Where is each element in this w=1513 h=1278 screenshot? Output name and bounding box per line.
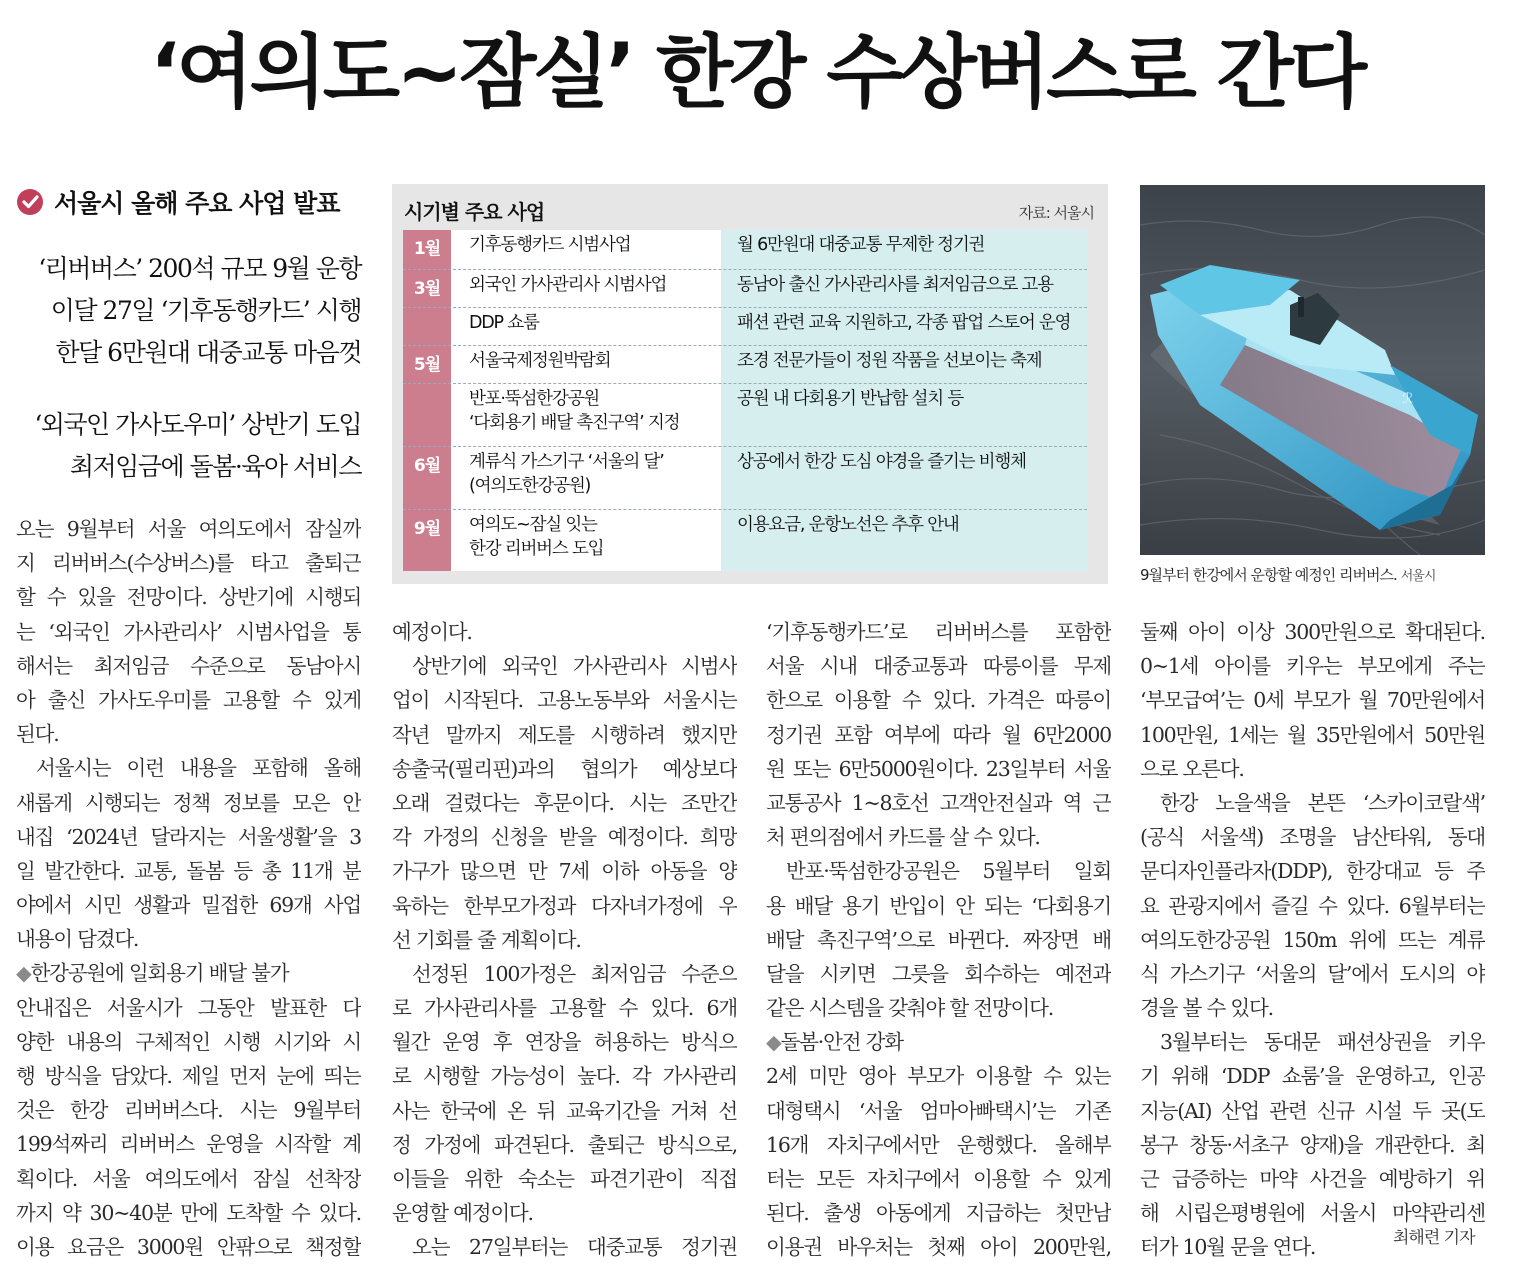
table-desc: 이용요금, 운항노선은 추후 안내 <box>737 515 959 535</box>
table-desc: 상공에서 한강 도심 야경을 즐기는 비행체 <box>737 452 1026 472</box>
body-line: 운영할 예정이다. <box>392 1201 533 1226</box>
table-project: 여의도~잠실 잇는 한강 리버버스 도입 <box>469 515 604 559</box>
table-project: 기후동행카드 시범사업 <box>469 235 631 255</box>
body-line: 처 편의점에서 카드를 살 수 있다. <box>766 825 1040 850</box>
body-line: 오는 27일부터는 대중교통 정기권 <box>412 1235 737 1260</box>
body-line: 송출국(필리핀)과의 협의가 예상보다 <box>392 756 737 781</box>
body-line: 로 시행할 가능성이 높다. 각 가사관리 <box>392 1064 737 1089</box>
body-column-4 <box>1140 615 1485 1265</box>
body-line: 까지 약 30~40분 만에 도착할 수 있다. <box>16 1200 361 1225</box>
svg-text:ℛ: ℛ <box>1402 391 1414 407</box>
body-line: 식 가스기구 ‘서울의 달’에서 도시의 야 <box>1140 961 1485 986</box>
caption-credit: 서울시 <box>1400 569 1436 584</box>
body-line: 여의도한강공원 150m 위에 뜨는 계류 <box>1140 927 1485 952</box>
table-desc: 패션 관련 교육 지원하고, 각종 팝업 스토어 운영 <box>737 313 1071 333</box>
body-line: 이용 요금은 3000원 안팎으로 책정할 <box>16 1234 361 1259</box>
body-line: ‘부모급여’는 0세 부모가 월 70만원에서 <box>1140 688 1485 713</box>
table-month: 1월 <box>413 239 441 259</box>
table-project: 계류식 가스기구 ‘서울의 달’ (여의도한강공원) <box>469 452 664 496</box>
table-month: 9월 <box>413 519 441 539</box>
body-line: 해 시립은평병원에 서울시 마약관리센 <box>1140 1201 1485 1226</box>
diamond-icon: ◆ <box>16 961 31 986</box>
table-desc: 조경 전문가들이 정원 작품을 선보이는 축제 <box>737 351 1042 371</box>
table-row <box>403 447 1087 510</box>
table-row <box>403 510 1087 571</box>
body-line: 터가 10월 문을 연다. <box>1140 1235 1316 1260</box>
deck-2 <box>16 404 361 488</box>
body-line: 서울 시내 대중교통과 따릉이를 무제 <box>766 654 1111 679</box>
body-line: 획이다. 서울 여의도에서 잠실 선착장 <box>16 1166 361 1191</box>
body-line: (공식 서울색) 조명을 남산타워, 동대 <box>1140 825 1485 850</box>
body-line: 일 발간한다. 교통, 돌봄 등 총 11개 분 <box>16 858 361 883</box>
body-line: 오래 걸렸다는 후문이다. 시는 조만간 <box>392 790 737 815</box>
section-subhead: ◆돌봄·안전 강화 <box>766 1030 903 1055</box>
diamond-icon: ◆ <box>766 1030 781 1055</box>
table-month: 3월 <box>413 279 441 299</box>
body-line: 월간 운영 후 연장을 허용하는 방식으 <box>392 1030 737 1055</box>
body-line: 새롭게 시행되는 정책 정보를 모은 안 <box>16 790 361 815</box>
deck-line: 한달 6만원대 대중교통 마음껏 <box>55 338 361 367</box>
body-line: 둘째 아이 이상 300만원으로 확대된다. <box>1140 620 1485 644</box>
body-line: 내집 ‘2024년 달라지는 서울생활’을 3 <box>16 824 361 849</box>
table-source: 자료: 서울시 <box>1018 204 1094 222</box>
body-line: 정 가정에 파견된다. 출퇴근 방식으로, <box>392 1132 737 1157</box>
body-line: 오는 9월부터 서울 여의도에서 잠실까 <box>16 517 361 541</box>
table-desc: 공원 내 다회용기 반납함 설치 등 <box>737 389 963 409</box>
body-line: 로 가사관리사를 고용할 수 있다. 6개 <box>392 996 737 1021</box>
body-line: 내용이 담겼다. <box>16 927 139 952</box>
body-line: 야에서 시민 생활과 밀접한 69개 사업 <box>16 893 361 918</box>
body-line: 16개 자치구에서만 운행했다. 올해부 <box>766 1132 1111 1157</box>
table-row <box>403 270 1087 308</box>
table-project: 서울국제정원박람회 <box>469 351 611 371</box>
schedule-table <box>392 184 1108 584</box>
body-line: 근 급증하는 마약 사건을 예방하기 위 <box>1140 1167 1485 1191</box>
body-line: 으로 오른다. <box>1140 756 1244 781</box>
table-title: 시기별 주요 사업 <box>404 200 545 224</box>
table-month: 6월 <box>413 456 441 476</box>
body-line: 달을 시키면 그릇을 회수하는 예전과 <box>766 961 1111 986</box>
body-line: 가구가 많으면 만 7세 이하 아동을 양 <box>392 859 737 884</box>
table-row <box>403 346 1087 384</box>
check-badge-icon <box>16 188 44 216</box>
body-line: 지 리버버스(수상버스)를 타고 출퇴근 <box>16 551 361 576</box>
table-month: 5월 <box>413 355 441 375</box>
body-line: 상반기에 외국인 가사관리사 시범사 <box>412 654 737 679</box>
body-line: 서울시는 이런 내용을 포함해 올해 <box>36 756 361 781</box>
table-row <box>403 308 1087 346</box>
caption-text: 9월부터 한강에서 운항할 예정인 리버버스. <box>1140 566 1397 584</box>
body-line: 지능(AI) 산업 관련 신규 시설 두 곳(도 <box>1140 1098 1485 1123</box>
body-column-3 <box>766 615 1111 1265</box>
kicker <box>16 182 361 222</box>
river-bus-illustration <box>1140 185 1485 555</box>
body-line: 행 방식을 담았다. 제일 먼저 눈에 띄는 <box>16 1064 361 1088</box>
body-line: 예정이다. <box>392 620 472 644</box>
deck-line: ‘리버버스’ 200석 규모 9월 운항 <box>38 254 361 283</box>
kicker-text: 서울시 올해 주요 사업 발표 <box>54 189 340 218</box>
body-line: 양한 내용의 구체적인 시행 시기와 시 <box>16 1029 361 1054</box>
section-subhead: ◆한강공원에 일회용기 배달 불가 <box>16 961 289 986</box>
body-line: 3월부터는 동대문 패션상권을 키우 <box>1160 1030 1485 1055</box>
body-line: 대형택시 ‘서울 엄마아빠택시’는 기존 <box>766 1098 1111 1123</box>
body-line: 반포·뚝섬한강공원은 5월부터 일회 <box>786 859 1111 884</box>
table-project: 외국인 가사관리사 시범사업 <box>469 275 667 295</box>
body-line: 업이 시작된다. 고용노동부와 서울시는 <box>392 688 737 713</box>
body-line: 199석짜리 리버버스 운영을 시작할 계 <box>16 1132 361 1157</box>
body-line: 작년 말까지 제도를 시행하려 했지만 <box>392 722 737 747</box>
body-line: 문디자인플라자(DDP), 한강대교 등 주 <box>1140 859 1485 884</box>
body-line: 100만원, 1세는 월 35만원에서 50만원 <box>1140 722 1485 747</box>
body-line: 는 ‘외국인 가사관리사’ 시범사업을 통 <box>16 619 361 644</box>
body-line: 같은 시스템을 갖춰야 할 전망이다. <box>766 996 1054 1021</box>
body-line: 것은 한강 리버버스다. 시는 9월부터 <box>16 1098 361 1123</box>
photo-caption <box>1140 564 1485 585</box>
body-line: 경을 볼 수 있다. <box>1140 996 1273 1021</box>
body-line: 2세 미만 영아 부모가 이용할 수 있는 <box>766 1064 1111 1089</box>
body-line: 한으로 이용할 수 있다. 가격은 따릉이 <box>766 688 1111 713</box>
body-line: 봉구 창동·서초구 양재)을 개관한다. 최 <box>1140 1132 1485 1157</box>
body-line: 한강 노을색을 본뜬 ‘스카이코랄색’ <box>1160 790 1485 815</box>
deck-1 <box>16 248 361 374</box>
body-line: 된다. <box>16 722 59 747</box>
table-desc: 월 6만원대 대중교통 무제한 정기권 <box>737 235 985 255</box>
deck-line: 최저임금에 돌봄·육아 서비스 <box>69 452 361 481</box>
body-line: 아 출신 가사도우미를 고용할 수 있게 <box>16 687 361 712</box>
body-line: 선정된 100가정은 최저임금 수준으 <box>412 961 737 986</box>
deck-line: 이달 27일 ‘기후동행카드’ 시행 <box>50 296 361 325</box>
table-body <box>403 230 1087 571</box>
body-line: 교통공사 1~8호선 고객안전실과 역 근 <box>766 790 1111 815</box>
body-line: 된다. 출생 아동에게 지급하는 첫만남 <box>766 1201 1111 1226</box>
body-line: 기 위해 ‘DDP 쇼룸’을 운영하고, 인공 <box>1140 1064 1485 1089</box>
headline: ‘여의도~잠실’ 한강 수상버스로 간다 <box>149 26 1364 119</box>
body-line: 육하는 한부모가정과 다자녀가정에 우 <box>392 893 737 918</box>
body-line: ‘기후동행카드’로 리버버스를 포함한 <box>766 620 1111 644</box>
body-column-1 <box>16 512 361 1264</box>
body-line: 선 기회를 줄 계획이다. <box>392 927 581 952</box>
body-line: 할 수 있을 전망이다. 상반기에 시행되 <box>16 585 361 610</box>
body-line: 원 또는 6만5000원이다. 23일부터 서울 <box>766 756 1111 781</box>
byline: 최해련 기자 <box>1393 1228 1475 1248</box>
body-line: 이용권 바우처는 첫째 아이 200만원, <box>766 1235 1111 1260</box>
body-line: 각 가정의 신청을 받을 예정이다. 희망 <box>392 825 737 850</box>
body-line: 사는 한국에 온 뒤 교육기간을 거쳐 선 <box>392 1098 737 1123</box>
body-line: 용 배달 용기 반입이 안 되는 ‘다회용기 <box>766 893 1111 918</box>
body-line: 해서는 최저임금 수준으로 동남아시 <box>16 653 361 678</box>
deck-line: ‘외국인 가사도우미’ 상반기 도입 <box>34 410 361 439</box>
body-line: 요 관광지에서 즐길 수 있다. 6월부터는 <box>1140 893 1485 918</box>
body-line: 이들을 위한 숙소는 파견기관이 직접 <box>392 1167 737 1191</box>
body-line: 안내집은 서울시가 그동안 발표한 다 <box>16 995 361 1020</box>
river-bus-photo <box>1140 185 1485 555</box>
table-project: DDP 쇼룸 <box>469 313 539 333</box>
table-row <box>403 230 1087 270</box>
body-line: 배달 촉진구역’으로 바뀐다. 짜장면 배 <box>766 927 1111 952</box>
body-line: 터는 모든 자치구에서 이용할 수 있게 <box>766 1167 1111 1191</box>
body-column-2 <box>392 615 737 1265</box>
body-line: 0~1세 아이를 키우는 부모에게 주는 <box>1140 654 1485 679</box>
body-line: 정기권 포함 여부에 따라 월 6만2000 <box>766 722 1111 747</box>
table-project: 반포·뚝섬한강공원 ‘다회용기 배달 촉진구역’ 지정 <box>469 389 680 433</box>
table-desc: 동남아 출신 가사관리사를 최저임금으로 고용 <box>737 275 1053 295</box>
table-row <box>403 384 1087 447</box>
